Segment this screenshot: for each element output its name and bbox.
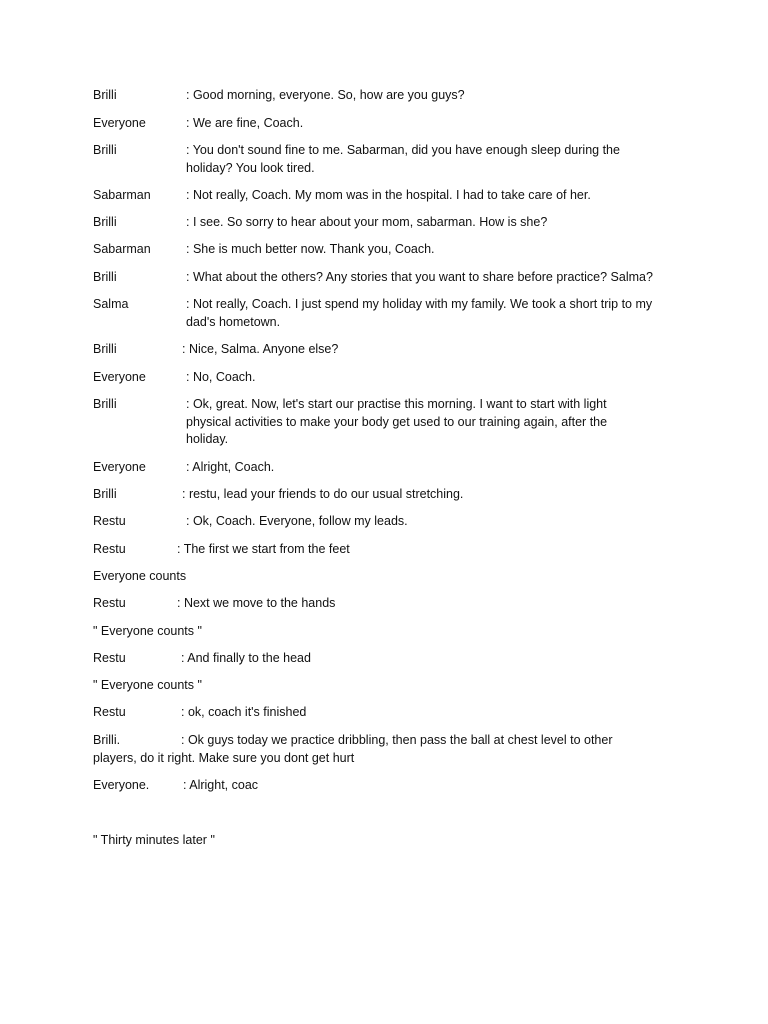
dialogue-text: : Next we move to the hands [177,596,336,610]
speaker-label: Brilli. [93,733,121,747]
dialogue-text: : You don't sound fine to me. Sabarman, did you have enough sleep during the holiday? You look tired. [186,143,620,175]
speaker-label: Brilli [93,342,117,356]
speaker-label: Brilli [93,270,117,284]
speaker-label: Restu [93,542,126,556]
dialogue-text: : restu, lead your friends to do our usual stretching. [182,487,464,501]
dialogue-text: : ok, coach it's finished [181,705,307,719]
speaker-label: Everyone. [93,778,150,792]
speaker-label: Restu [93,705,126,719]
dialogue-text-continued: players, do it right. Make sure you dont get hurt [93,751,355,765]
dialogue-text: : Ok, Coach. Everyone, follow my leads. [186,514,408,528]
speaker-label: Salma [93,297,129,311]
speaker-label: Brilli [93,215,117,229]
speaker-label: Brilli [93,88,117,102]
dialogue-text: : Ok, great. Now, let's start our practise this morning. I want to start with light physical activities to make your body get used to our training again, after the holiday. [186,397,608,446]
speaker-label: Restu [93,596,126,610]
dialogue-text: : Alright, Coach. [186,460,275,474]
dialogue-text: : Good morning, everyone. So, how are you guys? [186,88,465,102]
stage-direction: Everyone counts [93,569,187,583]
dialogue-text: : Nice, Salma. Anyone else? [182,342,339,356]
dialogue-text: : Not really, Coach. I just spend my holiday with my family. We took a short trip to my dad's hometown. [186,297,653,329]
stage-direction: " Everyone counts " [93,624,202,638]
dialogue-text: : Ok guys today we practice dribbling, then pass the ball at chest level to other [181,733,613,747]
dialogue-text: : I see. So sorry to hear about your mom, sabarman. How is she? [186,215,548,229]
dialogue-text: : And finally to the head [181,651,311,665]
dialogue-text: : The first we start from the feet [177,542,350,556]
speaker-label: Everyone [93,116,146,130]
speaker-label: Sabarman [93,242,151,256]
stage-direction: " Thirty minutes later " [93,833,215,847]
dialogue-text: : What about the others? Any stories that you want to share before practice? Salma? [186,270,653,284]
dialogue-text: : Not really, Coach. My mom was in the hospital. I had to take care of her. [186,188,591,202]
stage-direction: " Everyone counts " [93,678,202,692]
dialogue-text: : She is much better now. Thank you, Coach. [186,242,435,256]
speaker-label: Brilli [93,487,117,501]
speaker-label: Everyone [93,460,146,474]
dialogue-text: : We are fine, Coach. [186,116,304,130]
speaker-label: Brilli [93,397,117,411]
speaker-label: Restu [93,514,126,528]
dialogue-text: : No, Coach. [186,370,256,384]
speaker-label: Brilli [93,143,117,157]
dialogue-text: : Alright, coac [183,778,259,792]
speaker-label: Everyone [93,370,146,384]
speaker-label: Restu [93,651,126,665]
speaker-label: Sabarman [93,188,151,202]
